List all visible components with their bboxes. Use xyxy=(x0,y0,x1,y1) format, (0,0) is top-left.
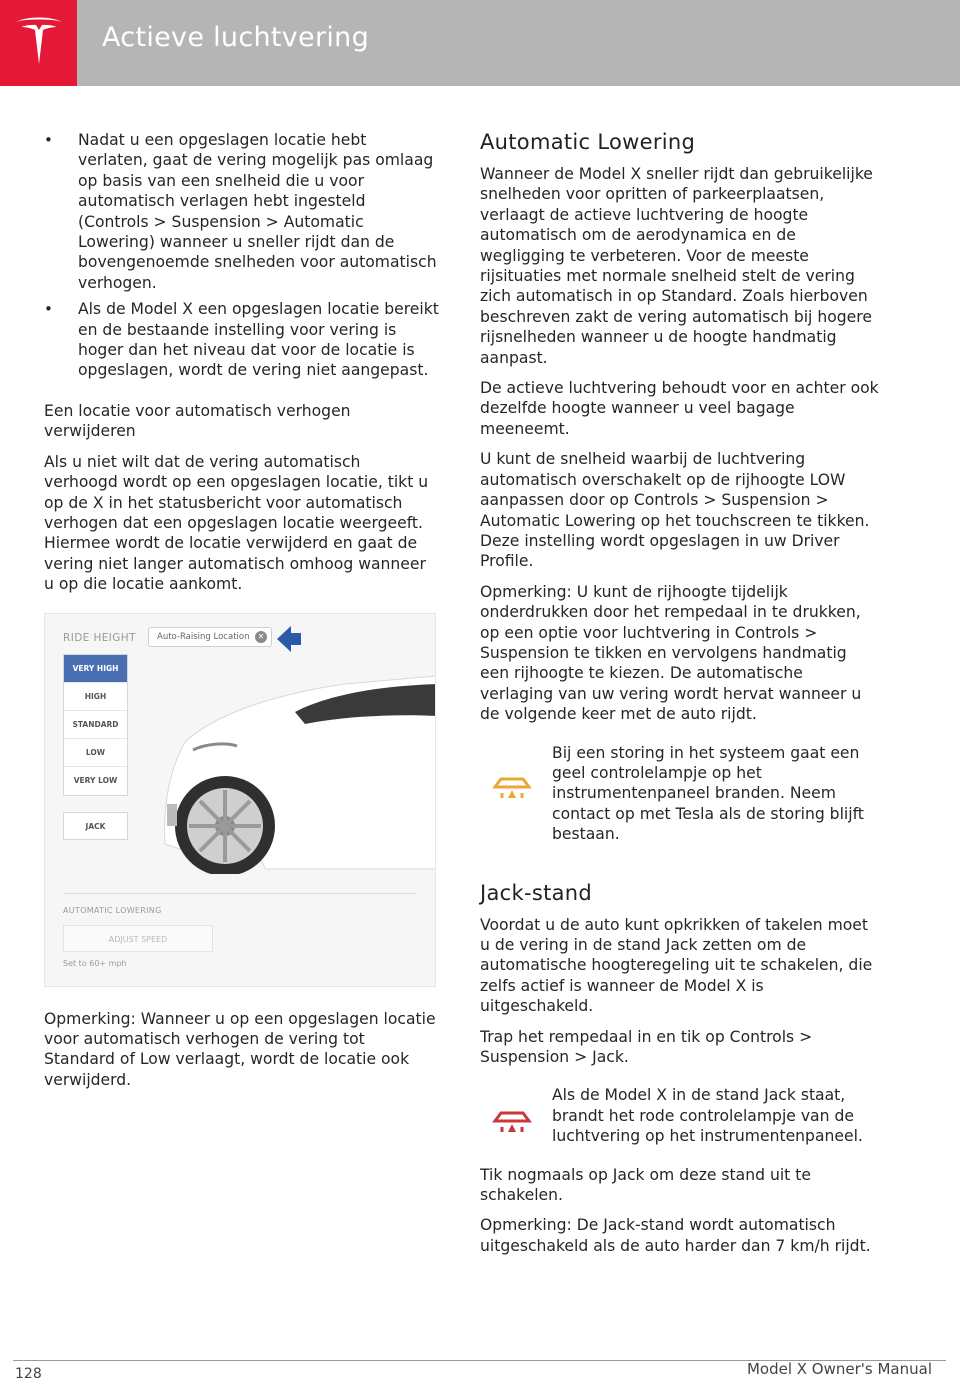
warning-text: Bij een storing in het systeem gaat een geel controlelampje op het instrumentenpaneel branden. Neem contact op met Tesla als de storing blijft bestaan. xyxy=(552,743,864,844)
yellow-warning xyxy=(480,743,880,845)
close-icon: ✕ xyxy=(255,631,267,643)
section-subheading: Een locatie voor automatisch verhogen verwijderen xyxy=(44,401,351,441)
heading-automatic-lowering: Automatic Lowering xyxy=(480,130,696,154)
ride-height-screenshot xyxy=(44,613,436,987)
page-number: 128 xyxy=(15,1366,42,1382)
note: Opmerking: U kunt de rijhoogte tijdelijk onderdrukken door het rempedaal in te drukken, op een optie voor luchtvering in Controls > Suspension te tikken en vervolgens handmatig een rijhoogte te kiezen. De automatische verlaging van uw vering wordt hervat wanneer u de volgende keer met de auto rijdt. xyxy=(480,582,862,724)
car-illustration xyxy=(145,654,436,874)
option-very-high[interactable]: VERY HIGH xyxy=(64,655,127,683)
left-column xyxy=(44,130,439,1100)
option-very-low[interactable]: VERY LOW xyxy=(73,775,118,785)
logo-box xyxy=(0,0,77,86)
paragraph: Tik nogmaals op Jack om deze stand uit te schakelen. xyxy=(480,1165,811,1205)
suspension-warning-yellow-icon xyxy=(492,773,532,799)
paragraph: Wanneer de Model X sneller rijdt dan gebruikelijke snelheden voor opritten of parkeerplaatsen, verlaagt de actieve luchtvering de hoogte automatisch om de aerodynamica en de wegligging te verbeteren. Voor de meeste rijsituaties met normale snelheid stelt de vering zich automatisch in op Standard. Zoals hierboven beschreven zakt de vering automatisch bij hogere rijsnelheden wanneer u de hoogte handmatig aanpast. xyxy=(480,165,873,367)
list-item: • Nadat u een opgeslagen locatie hebt verlaten, gaat de vering mogelijk pas omlaag op basis van een snelheid die u voor automatisch verlagen hebt ingesteld (Controls > Suspension > Automatic Lowering) wanneer u sneller rijdt dan de bovengenoemde snelheden voor automatisch verhogen. xyxy=(44,130,439,293)
divider xyxy=(63,893,417,894)
paragraph: Trap het rempedaal in en tik op Controls > Suspension > Jack. xyxy=(480,1027,813,1067)
suspension-warning-red-icon xyxy=(492,1107,532,1133)
speed-setting-label: Set to 60+ mph xyxy=(63,958,127,968)
ride-height-options xyxy=(63,654,128,796)
page-header xyxy=(0,0,960,86)
figure-title: RIDE HEIGHT xyxy=(63,631,136,644)
option-high[interactable]: HIGH xyxy=(64,683,127,711)
auto-raising-chip xyxy=(148,627,272,647)
auto-lowering-label: AUTOMATIC LOWERING xyxy=(63,905,162,915)
option-low[interactable]: LOW xyxy=(64,739,127,767)
warning-text: Als de Model X in de stand Jack staat, brandt het rode controlelampje van de luchtvering op het instrumentenpaneel. xyxy=(552,1086,863,1146)
paragraph: De actieve luchtvering behoudt voor en achter ook dezelfde hoogte wanneer u veel bagage meeneemt. xyxy=(480,379,879,438)
adjust-speed-button[interactable]: ADJUST SPEED xyxy=(63,925,213,952)
heading-jack-stand: Jack-stand xyxy=(480,880,593,905)
page-title: Actieve luchtvering xyxy=(102,22,370,53)
red-warning xyxy=(480,1085,880,1146)
paragraph: Als u niet wilt dat de vering automatisch verhoogd wordt op een opgeslagen locatie, tikt u op de X in het statusbericht voor automatisch verhogen dat een opgeslagen locatie weergeeft. Hiermee wordt de locatie verwijderd en gaat de vering niet langer automatisch omhoog wanneer u op die locatie aankomt. xyxy=(44,452,429,594)
note: Opmerking: De Jack-stand wordt automatisch uitgeschakeld als de auto harder dan 7 km/h rijdt. xyxy=(480,1216,871,1255)
right-column xyxy=(480,130,880,1266)
arrow-left-icon xyxy=(277,626,301,652)
manual-title: Model X Owner's Manual xyxy=(746,1360,932,1378)
paragraph: Voordat u de auto kunt opkrikken of takelen moet u de vering in de stand Jack zetten om de automatische hoogteregeling uit te schakelen, die zelfs actief is wanneer de Model X is uitgeschakeld. xyxy=(480,915,873,1016)
paragraph: U kunt de snelheid waarbij de luchtvering automatisch overschakelt op de rijhoogte LOW aanpassen door op Controls > Suspension > Automatic Lowering op het touchscreen te tikken. Deze instelling wordt opgeslagen in uw Driver Profile. xyxy=(480,450,870,571)
option-standard[interactable]: STANDARD xyxy=(64,711,127,739)
note: Opmerking: Wanneer u op een opgeslagen locatie voor automatisch verhogen de vering tot Standard of Low verlaagt, wordt de locatie ook verwijderd. xyxy=(44,1009,436,1089)
bullet-list xyxy=(44,130,439,381)
tesla-logo-icon xyxy=(13,16,65,70)
chip-label: Auto-Raising Location xyxy=(157,631,250,642)
jack-button[interactable]: JACK xyxy=(63,812,128,840)
list-item: • Als de Model X een opgeslagen locatie bereikt en de bestaande instelling voor vering is hoger dan het niveau dat voor de locatie is opgeslagen, wordt de vering niet aangepast. xyxy=(44,299,439,381)
